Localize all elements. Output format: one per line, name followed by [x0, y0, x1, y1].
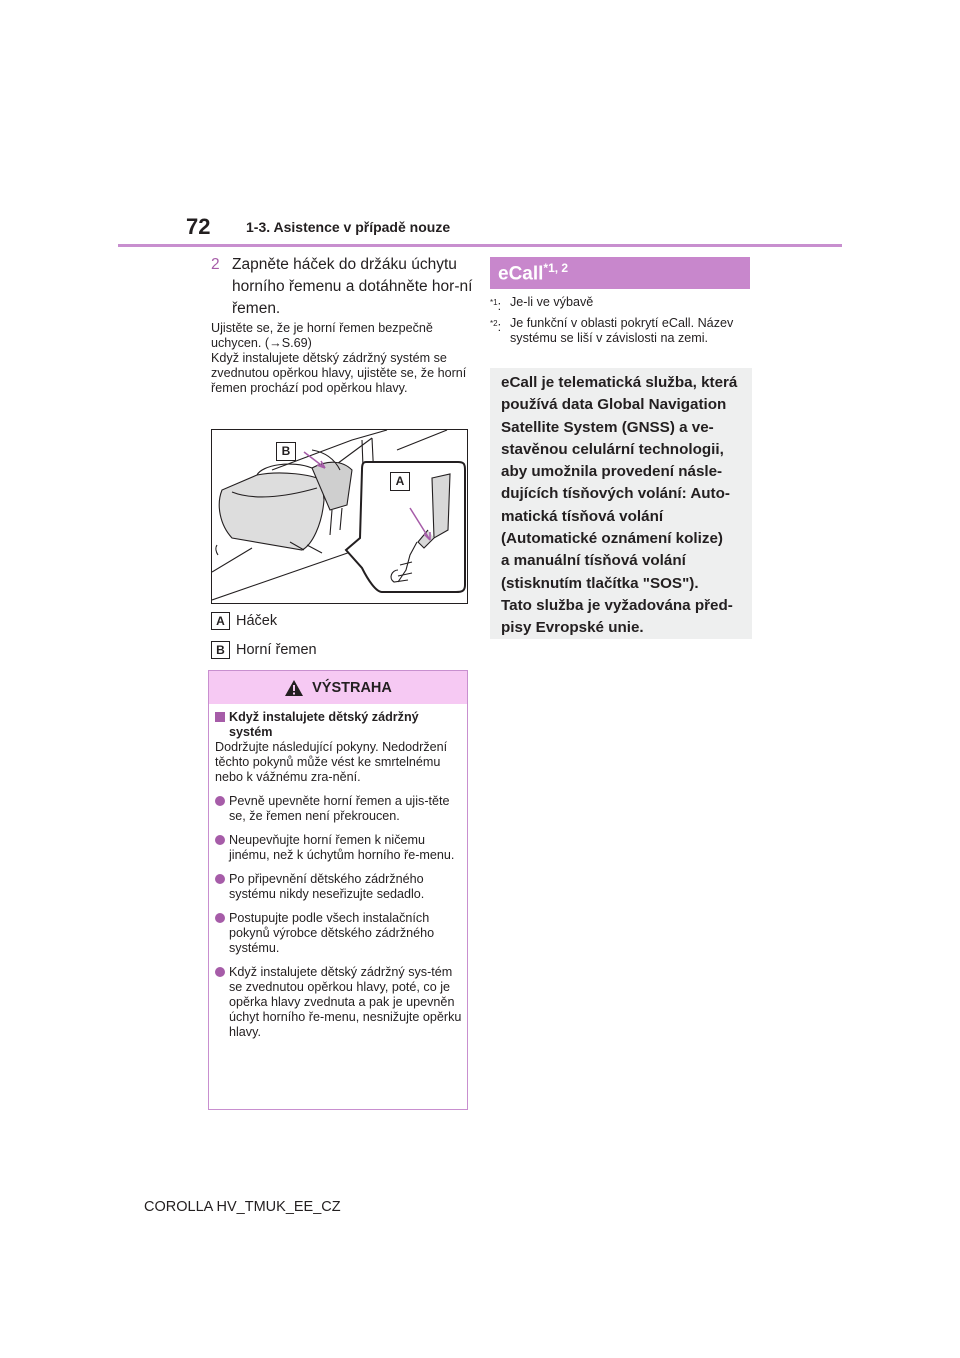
footnote-2-text: Je funkční v oblasti pokrytí eCall. Název systému se liší v závislosti na zemi.	[510, 316, 734, 345]
footnote-1-mark: *1	[490, 298, 498, 307]
warning-subtitle-row	[215, 710, 462, 740]
bullet-dot-icon	[215, 874, 225, 884]
figure-label-b: B	[276, 442, 296, 461]
info-line: stavěnou celulární technologii,	[501, 440, 724, 458]
ecall-heading	[498, 261, 568, 285]
notes	[211, 321, 473, 396]
seat-drawing	[212, 430, 468, 604]
legend-text-a: Háček	[236, 613, 278, 629]
info-line: Satellite System (GNSS) a ve-	[501, 418, 714, 436]
info-line: (Automatické oznámení kolize)	[501, 530, 723, 548]
info-line: a manuální tísňová volání	[501, 552, 686, 570]
legend-key-a: A	[211, 612, 230, 630]
legend-text-b: Horní řemen	[236, 642, 317, 658]
bullet-dot-icon	[215, 835, 225, 845]
section-title: 1-3. Asistence v případě nouze	[246, 219, 451, 235]
info-line: eCall je telematická služba, která	[501, 374, 738, 391]
info-line: používá data Global Navigation	[501, 396, 727, 414]
ecall-info-box	[490, 368, 752, 639]
warning-bullet-text: Když instalujete dětský zádržný sys-tém se zvednutou opěrkou hlavy, poté, co je opěrka hlavy zvednuta a pak je upevněn úchyt horního ře-menu, nesnižujte opěrku hlavy.	[229, 965, 462, 1039]
footnote-1-text: Je-li ve výbavě	[510, 295, 594, 309]
warning-box	[208, 670, 468, 1110]
warning-bullet-text: Pevně upevněte horní řemen a ujis-těte se, že řemen není překroucen.	[229, 794, 450, 823]
step-2	[211, 254, 473, 320]
info-line: dujících tísňových volání: Auto-	[501, 485, 730, 503]
bullet-dot-icon	[215, 967, 225, 977]
note-line-2: Když instalujete dětský zádržný systém se zvednutou opěrkou hlavy, ujistěte se, že horní řemen prochází pod opěrkou hlavy.	[211, 351, 467, 395]
warning-bullet-text: Po připevnění dětského zádržného systému nikdy neseřizujte sedadlo.	[229, 872, 425, 901]
footer-model-code: COROLLA HV_TMUK_EE_CZ	[144, 1199, 341, 1215]
info-line: matická tísňová volání	[501, 507, 664, 525]
warning-bullet	[215, 911, 462, 956]
warning-bullet	[215, 965, 462, 1040]
warning-bullet	[215, 794, 462, 824]
note-line-1: Ujistěte se, že je horní řemen bezpečně uchycen. (→S.69)	[211, 321, 433, 350]
ecall-heading-text: eCall	[498, 263, 544, 285]
footnote-2: $^{*2}$: Je funkční v oblasti pokrytí eCall. Název systému se liší v závislosti na zemi.	[490, 316, 752, 346]
ecall-heading-bar	[490, 257, 750, 289]
child-seat-illustration	[211, 429, 468, 604]
step-number: 2	[211, 256, 220, 273]
info-line: Tato služba je vyžadována před-	[501, 596, 733, 614]
header-rule	[118, 244, 842, 247]
footnote-2-mark: *2	[490, 319, 498, 328]
warning-triangle-icon	[284, 679, 304, 697]
legend-item-a	[211, 611, 277, 631]
warning-intro: Dodržujte následující pokyny. Nedodržení těchto pokynů může vést ke smrtelnému nebo k vážnému zra-nění.	[215, 740, 448, 784]
legend-key-b: B	[211, 641, 230, 659]
page-number: 72	[186, 214, 211, 239]
step-text: Zapněte háček do držáku úchytu horního řemenu a dotáhněte hor-ní řemen.	[232, 256, 473, 317]
bullet-dot-icon	[215, 913, 225, 923]
info-line: aby umožnila provedení násle-	[501, 463, 723, 481]
figure-label-a: A	[390, 472, 410, 491]
warning-body	[209, 704, 467, 1040]
warning-header	[209, 671, 467, 704]
square-bullet-icon	[215, 712, 225, 722]
info-line: (stisknutím tlačítka "SOS").	[501, 574, 699, 592]
ecall-heading-sup: *1, 2	[543, 261, 569, 275]
warning-bullet-text: Postupujte podle všech instalačních pokynů výrobce dětského zádržného systému.	[229, 911, 435, 955]
warning-subtitle: Když instalujete dětský zádržný systém	[229, 710, 419, 739]
legend-item-b	[211, 640, 317, 660]
warning-bullet	[215, 833, 462, 863]
info-line: pisy Evropské unie.	[501, 619, 644, 637]
warning-bullet	[215, 872, 462, 902]
footnote-1: $^{*1}$: Je-li ve výbavě	[490, 295, 752, 310]
bullet-dot-icon	[215, 796, 225, 806]
warning-bullet-text: Neupevňujte horní řemen k ničemu jinému, než k úchytům horního ře-menu.	[229, 833, 455, 862]
warning-title: VÝSTRAHA	[312, 679, 392, 696]
